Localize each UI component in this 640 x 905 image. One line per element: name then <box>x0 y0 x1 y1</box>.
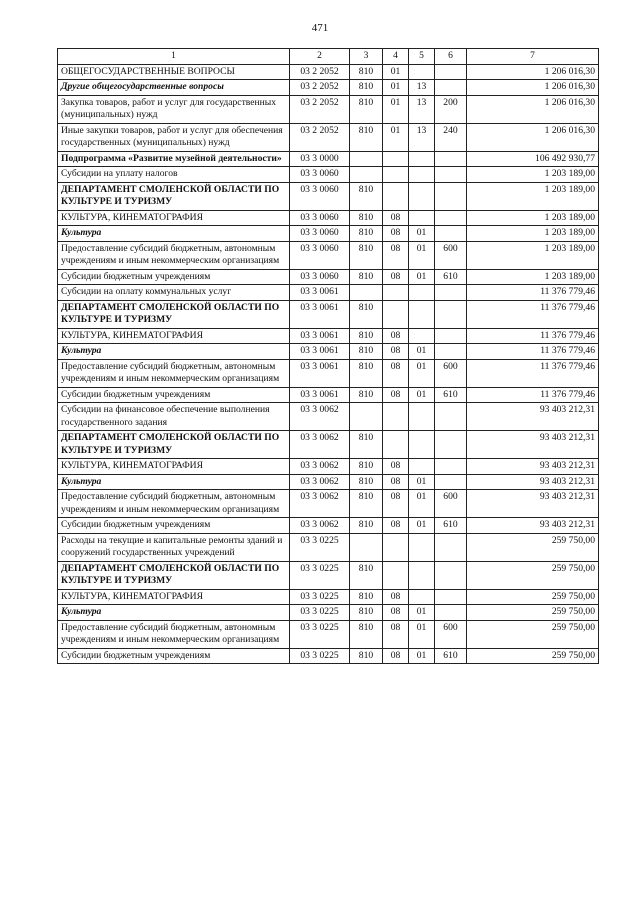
cell-name: ДЕПАРТАМЕНТ СМОЛЕНСКОЙ ОБЛАСТИ ПО КУЛЬТУРЕ И ТУРИЗМУ <box>58 561 290 589</box>
cell-target-article: 03 3 0225 <box>290 605 350 621</box>
cell-section: 08 <box>383 605 409 621</box>
cell-ministry-code: 810 <box>350 95 383 123</box>
cell-expense-type: 610 <box>435 648 467 664</box>
cell-target-article: 03 3 0062 <box>290 490 350 518</box>
cell-section: 01 <box>383 80 409 96</box>
cell-amount: 1 203 189,00 <box>467 167 599 183</box>
cell-expense-type <box>435 151 467 167</box>
cell-subsection <box>409 285 435 301</box>
cell-subsection <box>409 64 435 80</box>
cell-amount: 93 403 212,31 <box>467 490 599 518</box>
table-row <box>58 64 599 80</box>
cell-subsection: 01 <box>409 648 435 664</box>
table-row <box>58 561 599 589</box>
table-row <box>58 269 599 285</box>
cell-ministry-code: 810 <box>350 620 383 648</box>
cell-name: Субсидии на оплату коммунальных услуг <box>58 285 290 301</box>
cell-target-article: 03 3 0062 <box>290 403 350 431</box>
cell-ministry-code <box>350 151 383 167</box>
cell-subsection <box>409 533 435 561</box>
cell-name: Культура <box>58 474 290 490</box>
cell-ministry-code <box>350 167 383 183</box>
cell-target-article: 03 3 0062 <box>290 459 350 475</box>
cell-amount: 1 206 016,30 <box>467 95 599 123</box>
cell-subsection: 01 <box>409 605 435 621</box>
cell-name: ОБЩЕГОСУДАРСТВЕННЫЕ ВОПРОСЫ <box>58 64 290 80</box>
table-row <box>58 210 599 226</box>
cell-section: 08 <box>383 344 409 360</box>
cell-ministry-code: 810 <box>350 518 383 534</box>
cell-ministry-code <box>350 285 383 301</box>
cell-expense-type <box>435 474 467 490</box>
table-row <box>58 300 599 328</box>
cell-section: 08 <box>383 620 409 648</box>
cell-subsection: 01 <box>409 359 435 387</box>
cell-amount: 11 376 779,46 <box>467 300 599 328</box>
cell-ministry-code: 810 <box>350 459 383 475</box>
cell-section <box>383 151 409 167</box>
cell-expense-type <box>435 589 467 605</box>
cell-ministry-code: 810 <box>350 431 383 459</box>
cell-target-article: 03 3 0060 <box>290 269 350 285</box>
cell-amount: 1 203 189,00 <box>467 269 599 285</box>
cell-expense-type <box>435 182 467 210</box>
table-row <box>58 648 599 664</box>
cell-amount: 93 403 212,31 <box>467 403 599 431</box>
cell-amount: 11 376 779,46 <box>467 285 599 301</box>
column-number-subsection: 5 <box>409 49 435 65</box>
cell-amount: 11 376 779,46 <box>467 387 599 403</box>
cell-target-article: 03 3 0060 <box>290 226 350 242</box>
cell-name: ДЕПАРТАМЕНТ СМОЛЕНСКОЙ ОБЛАСТИ ПО КУЛЬТУРЕ И ТУРИЗМУ <box>58 182 290 210</box>
cell-ministry-code: 810 <box>350 269 383 285</box>
table-row <box>58 431 599 459</box>
cell-name: Расходы на текущие и капитальные ремонты зданий и сооружений государственных учреждений <box>58 533 290 561</box>
table-row <box>58 518 599 534</box>
cell-subsection <box>409 151 435 167</box>
cell-subsection <box>409 403 435 431</box>
cell-subsection: 01 <box>409 620 435 648</box>
cell-expense-type <box>435 328 467 344</box>
table-row <box>58 123 599 151</box>
table-row <box>58 344 599 360</box>
cell-ministry-code: 810 <box>350 387 383 403</box>
cell-section <box>383 533 409 561</box>
cell-target-article: 03 2 2052 <box>290 123 350 151</box>
cell-expense-type <box>435 226 467 242</box>
cell-section: 08 <box>383 387 409 403</box>
cell-expense-type <box>435 64 467 80</box>
cell-target-article: 03 2 2052 <box>290 80 350 96</box>
cell-target-article: 03 3 0061 <box>290 300 350 328</box>
cell-ministry-code: 810 <box>350 648 383 664</box>
cell-expense-type <box>435 561 467 589</box>
cell-expense-type: 600 <box>435 620 467 648</box>
column-number-amount: 7 <box>467 49 599 65</box>
cell-target-article: 03 2 2052 <box>290 95 350 123</box>
cell-section: 01 <box>383 64 409 80</box>
cell-target-article: 03 3 0060 <box>290 241 350 269</box>
cell-amount: 93 403 212,31 <box>467 518 599 534</box>
cell-target-article: 03 3 0000 <box>290 151 350 167</box>
cell-amount: 259 750,00 <box>467 589 599 605</box>
budget-table <box>57 48 599 664</box>
cell-target-article: 03 3 0061 <box>290 344 350 360</box>
cell-ministry-code: 810 <box>350 344 383 360</box>
table-header-row <box>58 49 599 65</box>
cell-amount: 11 376 779,46 <box>467 328 599 344</box>
cell-expense-type: 240 <box>435 123 467 151</box>
cell-amount: 106 492 930,77 <box>467 151 599 167</box>
cell-expense-type: 200 <box>435 95 467 123</box>
cell-expense-type: 610 <box>435 387 467 403</box>
cell-name: Предоставление субсидий бюджетным, автономным учреждениям и иным некоммерческим организациям <box>58 241 290 269</box>
cell-name: Иные закупки товаров, работ и услуг для обеспечения государственных (муниципальных) нужд <box>58 123 290 151</box>
cell-subsection: 13 <box>409 95 435 123</box>
column-number-target-article: 2 <box>290 49 350 65</box>
table-row <box>58 459 599 475</box>
cell-amount: 259 750,00 <box>467 620 599 648</box>
cell-subsection: 13 <box>409 123 435 151</box>
cell-target-article: 03 3 0060 <box>290 182 350 210</box>
cell-target-article: 03 3 0061 <box>290 328 350 344</box>
table-row <box>58 151 599 167</box>
cell-section <box>383 431 409 459</box>
cell-section <box>383 285 409 301</box>
cell-expense-type: 600 <box>435 241 467 269</box>
cell-name: Культура <box>58 226 290 242</box>
cell-expense-type <box>435 167 467 183</box>
cell-ministry-code: 810 <box>350 589 383 605</box>
cell-ministry-code <box>350 533 383 561</box>
cell-name: Другие общегосударственные вопросы <box>58 80 290 96</box>
cell-name: КУЛЬТУРА, КИНЕМАТОГРАФИЯ <box>58 328 290 344</box>
cell-section: 08 <box>383 490 409 518</box>
column-number-section: 4 <box>383 49 409 65</box>
cell-section: 08 <box>383 226 409 242</box>
cell-amount: 1 206 016,30 <box>467 64 599 80</box>
cell-subsection <box>409 328 435 344</box>
column-number-expense-type: 6 <box>435 49 467 65</box>
cell-amount: 259 750,00 <box>467 533 599 561</box>
table-row <box>58 387 599 403</box>
cell-expense-type: 610 <box>435 269 467 285</box>
cell-section <box>383 182 409 210</box>
cell-amount: 11 376 779,46 <box>467 359 599 387</box>
cell-subsection: 01 <box>409 490 435 518</box>
cell-expense-type <box>435 300 467 328</box>
cell-ministry-code: 810 <box>350 328 383 344</box>
cell-name: Культура <box>58 605 290 621</box>
cell-name: Предоставление субсидий бюджетным, автономным учреждениям и иным некоммерческим организациям <box>58 620 290 648</box>
cell-expense-type: 600 <box>435 359 467 387</box>
cell-ministry-code: 810 <box>350 474 383 490</box>
table-row <box>58 226 599 242</box>
cell-name: Субсидии бюджетным учреждениям <box>58 648 290 664</box>
cell-ministry-code: 810 <box>350 123 383 151</box>
cell-name: ДЕПАРТАМЕНТ СМОЛЕНСКОЙ ОБЛАСТИ ПО КУЛЬТУРЕ И ТУРИЗМУ <box>58 300 290 328</box>
cell-ministry-code: 810 <box>350 561 383 589</box>
cell-name: Подпрограмма «Развитие музейной деятельности» <box>58 151 290 167</box>
table-row <box>58 620 599 648</box>
cell-amount: 93 403 212,31 <box>467 431 599 459</box>
cell-name: Субсидии бюджетным учреждениям <box>58 518 290 534</box>
cell-subsection: 01 <box>409 474 435 490</box>
cell-target-article: 03 3 0061 <box>290 387 350 403</box>
cell-section: 08 <box>383 518 409 534</box>
cell-name: Предоставление субсидий бюджетным, автономным учреждениям и иным некоммерческим организациям <box>58 359 290 387</box>
cell-subsection <box>409 210 435 226</box>
cell-ministry-code: 810 <box>350 605 383 621</box>
cell-target-article: 03 3 0062 <box>290 518 350 534</box>
cell-subsection: 01 <box>409 269 435 285</box>
cell-amount: 259 750,00 <box>467 561 599 589</box>
cell-section: 08 <box>383 648 409 664</box>
cell-expense-type <box>435 80 467 96</box>
cell-subsection: 01 <box>409 226 435 242</box>
cell-subsection <box>409 182 435 210</box>
cell-section: 08 <box>383 269 409 285</box>
cell-target-article: 03 3 0061 <box>290 359 350 387</box>
cell-amount: 259 750,00 <box>467 605 599 621</box>
cell-name: Субсидии на финансовое обеспечение выполнения государственного задания <box>58 403 290 431</box>
cell-amount: 11 376 779,46 <box>467 344 599 360</box>
table-row <box>58 241 599 269</box>
table-row <box>58 182 599 210</box>
cell-section <box>383 561 409 589</box>
cell-target-article: 03 2 2052 <box>290 64 350 80</box>
cell-subsection: 01 <box>409 241 435 269</box>
table-row <box>58 80 599 96</box>
cell-section: 08 <box>383 328 409 344</box>
cell-target-article: 03 3 0060 <box>290 210 350 226</box>
cell-expense-type <box>435 344 467 360</box>
cell-section: 08 <box>383 459 409 475</box>
cell-expense-type <box>435 605 467 621</box>
cell-name: КУЛЬТУРА, КИНЕМАТОГРАФИЯ <box>58 589 290 605</box>
cell-subsection: 01 <box>409 344 435 360</box>
cell-amount: 259 750,00 <box>467 648 599 664</box>
cell-ministry-code: 810 <box>350 80 383 96</box>
cell-section: 08 <box>383 474 409 490</box>
cell-amount: 1 203 189,00 <box>467 182 599 210</box>
table-row <box>58 403 599 431</box>
cell-target-article: 03 3 0061 <box>290 285 350 301</box>
table-row <box>58 328 599 344</box>
cell-name: Культура <box>58 344 290 360</box>
cell-subsection <box>409 167 435 183</box>
cell-target-article: 03 3 0225 <box>290 620 350 648</box>
cell-amount: 93 403 212,31 <box>467 459 599 475</box>
cell-name: Предоставление субсидий бюджетным, автономным учреждениям и иным некоммерческим организациям <box>58 490 290 518</box>
cell-expense-type <box>435 431 467 459</box>
table-row <box>58 589 599 605</box>
cell-subsection <box>409 459 435 475</box>
cell-expense-type: 600 <box>435 490 467 518</box>
table-row <box>58 490 599 518</box>
cell-target-article: 03 3 0225 <box>290 648 350 664</box>
cell-section: 08 <box>383 241 409 269</box>
table-row <box>58 285 599 301</box>
cell-section <box>383 403 409 431</box>
cell-section: 01 <box>383 95 409 123</box>
column-number-ministry-code: 3 <box>350 49 383 65</box>
cell-section: 08 <box>383 210 409 226</box>
cell-ministry-code: 810 <box>350 226 383 242</box>
cell-name: Субсидии бюджетным учреждениям <box>58 269 290 285</box>
cell-subsection: 13 <box>409 80 435 96</box>
cell-expense-type: 610 <box>435 518 467 534</box>
cell-subsection <box>409 589 435 605</box>
table-row <box>58 474 599 490</box>
cell-target-article: 03 3 0062 <box>290 474 350 490</box>
cell-subsection <box>409 431 435 459</box>
table-row <box>58 605 599 621</box>
cell-expense-type <box>435 533 467 561</box>
cell-name: ДЕПАРТАМЕНТ СМОЛЕНСКОЙ ОБЛАСТИ ПО КУЛЬТУРЕ И ТУРИЗМУ <box>58 431 290 459</box>
cell-name: КУЛЬТУРА, КИНЕМАТОГРАФИЯ <box>58 210 290 226</box>
cell-subsection <box>409 561 435 589</box>
cell-amount: 1 206 016,30 <box>467 123 599 151</box>
cell-name: Субсидии бюджетным учреждениям <box>58 387 290 403</box>
cell-amount: 1 203 189,00 <box>467 241 599 269</box>
table-row <box>58 167 599 183</box>
table-row <box>58 533 599 561</box>
cell-target-article: 03 3 0060 <box>290 167 350 183</box>
cell-ministry-code: 810 <box>350 210 383 226</box>
cell-subsection: 01 <box>409 387 435 403</box>
cell-subsection <box>409 300 435 328</box>
cell-subsection: 01 <box>409 518 435 534</box>
column-number-name: 1 <box>58 49 290 65</box>
cell-ministry-code: 810 <box>350 300 383 328</box>
table-row <box>58 95 599 123</box>
cell-section: 01 <box>383 123 409 151</box>
cell-name: Закупка товаров, работ и услуг для государственных (муниципальных) нужд <box>58 95 290 123</box>
cell-name: Субсидии на уплату налогов <box>58 167 290 183</box>
page-number: 471 <box>311 22 329 34</box>
cell-amount: 1 203 189,00 <box>467 210 599 226</box>
cell-expense-type <box>435 210 467 226</box>
cell-target-article: 03 3 0225 <box>290 561 350 589</box>
cell-expense-type <box>435 403 467 431</box>
cell-expense-type <box>435 459 467 475</box>
cell-target-article: 03 3 0225 <box>290 589 350 605</box>
table-row <box>58 359 599 387</box>
cell-ministry-code: 810 <box>350 241 383 269</box>
cell-amount: 1 203 189,00 <box>467 226 599 242</box>
cell-ministry-code: 810 <box>350 182 383 210</box>
cell-section <box>383 167 409 183</box>
cell-section <box>383 300 409 328</box>
cell-ministry-code: 810 <box>350 359 383 387</box>
cell-ministry-code <box>350 403 383 431</box>
cell-amount: 1 206 016,30 <box>467 80 599 96</box>
cell-name: КУЛЬТУРА, КИНЕМАТОГРАФИЯ <box>58 459 290 475</box>
cell-section: 08 <box>383 359 409 387</box>
cell-section: 08 <box>383 589 409 605</box>
cell-expense-type <box>435 285 467 301</box>
cell-amount: 93 403 212,31 <box>467 474 599 490</box>
cell-ministry-code: 810 <box>350 64 383 80</box>
cell-target-article: 03 3 0062 <box>290 431 350 459</box>
cell-ministry-code: 810 <box>350 490 383 518</box>
cell-target-article: 03 3 0225 <box>290 533 350 561</box>
